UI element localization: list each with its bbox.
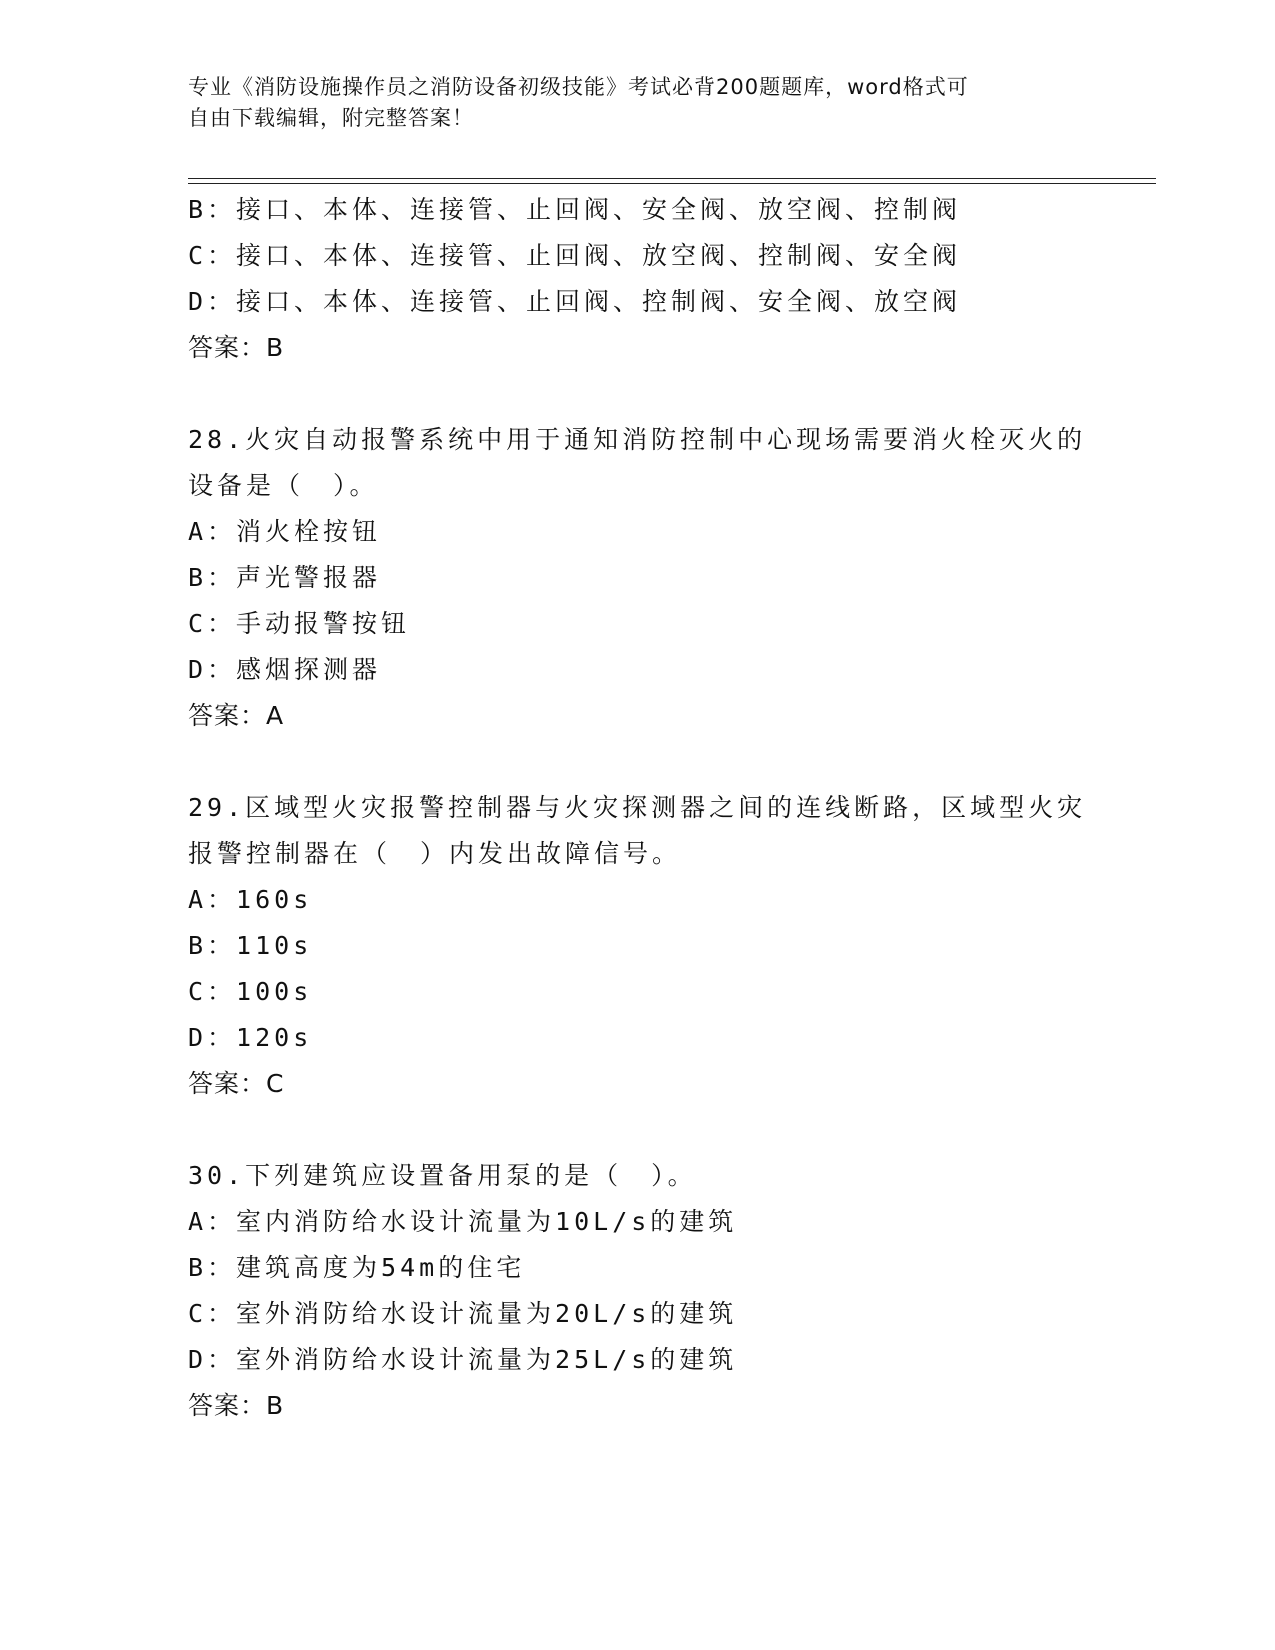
- option-b: B：建筑高度为54m的住宅: [188, 1253, 526, 1282]
- question-27: [188, 187, 1088, 371]
- option-b: B：声光警报器: [188, 563, 382, 592]
- answer-line: 答案：C: [188, 1069, 285, 1098]
- document-header: [188, 72, 1068, 134]
- question-29: [188, 785, 1088, 1107]
- option-a: A：160s: [188, 885, 313, 914]
- spacer: [188, 739, 1088, 785]
- option-b: B：110s: [188, 931, 313, 960]
- spacer: [188, 371, 1088, 417]
- answer-line: 答案：B: [188, 333, 285, 362]
- header-divider-bottom: [188, 183, 1156, 184]
- question-28: [188, 417, 1088, 739]
- question-list: [188, 187, 1088, 1429]
- question-stem-line-1: 28.火灾自动报警系统中用于通知消防控制中心现场需要消火栓灭火的: [188, 425, 1087, 454]
- header-divider-top: [188, 178, 1156, 179]
- option-c: C：接口、本体、连接管、止回阀、放空阀、控制阀、安全阀: [188, 241, 962, 270]
- header-line-1: 专业《消防设施操作员之消防设备初级技能》考试必背200题题库，word格式可: [188, 75, 969, 99]
- option-c: C：100s: [188, 977, 313, 1006]
- option-d: D：接口、本体、连接管、止回阀、控制阀、安全阀、放空阀: [188, 287, 962, 316]
- option-a: A：室内消防给水设计流量为10L/s的建筑: [188, 1207, 738, 1236]
- option-b: B：接口、本体、连接管、止回阀、安全阀、放空阀、控制阀: [188, 195, 962, 224]
- option-d: D：120s: [188, 1023, 313, 1052]
- question-stem-line-1: 29.区域型火灾报警控制器与火灾探测器之间的连线断路，区域型火灾: [188, 793, 1087, 822]
- option-c: C：手动报警按钮: [188, 609, 411, 638]
- option-c: C：室外消防给水设计流量为20L/s的建筑: [188, 1299, 738, 1328]
- option-d: D：感烟探测器: [188, 655, 382, 684]
- question-stem-line-1: 30.下列建筑应设置备用泵的是（ ）。: [188, 1161, 697, 1190]
- header-line-2: 自由下载编辑，附完整答案！: [188, 106, 474, 130]
- spacer: [188, 1107, 1088, 1153]
- question-stem-line-2: 报警控制器在（ ）内发出故障信号。: [188, 839, 682, 868]
- answer-line: 答案：A: [188, 701, 285, 730]
- question-stem-line-2: 设备是（ ）。: [188, 471, 379, 500]
- option-d: D：室外消防给水设计流量为25L/s的建筑: [188, 1345, 738, 1374]
- question-30: [188, 1153, 1088, 1429]
- option-a: A：消火栓按钮: [188, 517, 382, 546]
- answer-line: 答案：B: [188, 1391, 285, 1420]
